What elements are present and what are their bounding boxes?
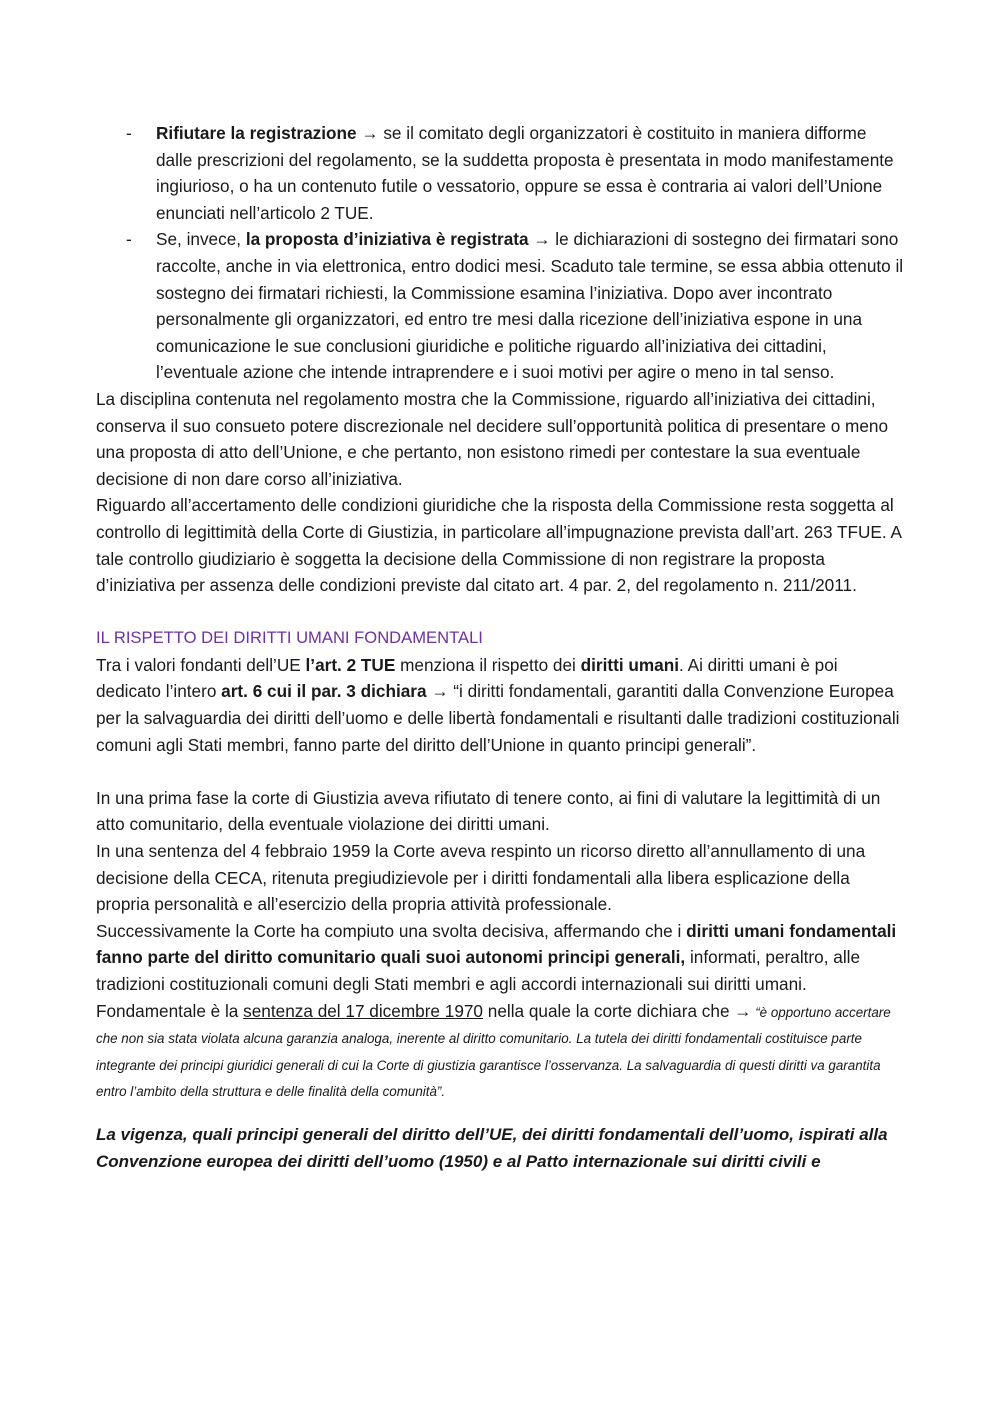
dash-marker: - [126, 229, 132, 250]
quote-run: “è opportuno accertare che non sia stata violata alcuna garanzia analoga, inerente al diritto comunitario. La tutela dei diritti fondamentali costituisce parte integrante dei principi giuridici generali di cui la Corte di giustizia garantisce l’osservanza. La salvaguardia di questi diritti va garantita entro l’ambito della struttura e delle finalità della comunità” [96, 1004, 891, 1100]
spacer [96, 599, 904, 626]
bold-run: art. 6 cui il par. 3 dichiara [221, 681, 427, 702]
bold-run: l’art. 2 TUE [305, 654, 396, 675]
list-item-pre: Se, invece, [156, 229, 246, 250]
list-item-bold: Rifiutare la registrazione [156, 123, 357, 143]
list-item [96, 120, 904, 226]
underlined-run: sentenza del 17 dicembre 1970 [243, 1000, 483, 1021]
text-run: Successivamente la Corte ha compiuto una svolta decisiva, affermando che i [96, 920, 687, 941]
text-run: nella quale la corte dichiara che [483, 1000, 735, 1021]
paragraph-svolta [96, 918, 904, 998]
text-run: Tra i valori fondanti dell’UE [96, 654, 306, 675]
paragraph-prima-fase: In una prima fase la corte di Giustizia aveva rifiutato di tenere conto, ai fini di valutare la legittimità di un atto comunitario, della eventuale violazione dei diritti umani. [96, 787, 881, 835]
dash-marker: - [126, 123, 132, 143]
arrow-icon: → [734, 1000, 752, 1021]
list-item [96, 226, 904, 386]
bold-run: diritti umani fondamentali fanno parte del diritto comunitario quali suoi autonomi principi generali, [96, 920, 897, 968]
document-page [96, 120, 904, 1175]
text-run: informati, peraltro, alle tradizioni costituzionali comuni degli Stati membri e agli accordi internazionali sui diritti umani. [96, 947, 861, 994]
arrow-icon: → [361, 123, 379, 143]
arrow-icon: → [431, 681, 449, 702]
paragraph-riguardo: Riguardo all’accertamento delle condizioni giuridiche che la risposta della Commissione resta soggetta al controllo di legittimità della Corte di Giustizia, in particolare all’impugnazione prevista dall’art. 263 TFUE. A tale controllo giudiziario è soggetta la decisione della Commissione di non registrare la proposta d’iniziativa per assenza delle condizioni previste dal citato art. 4 par. 2, del regolamento n. 211/2011. [96, 495, 902, 596]
list-item-bold: la proposta d’iniziativa è registrata [245, 229, 529, 250]
arrow-icon: → [533, 229, 551, 250]
bold-run: diritti umani [580, 654, 680, 675]
text-run: Fondamentale è la [96, 1000, 244, 1021]
list-item-text: le dichiarazioni di sostegno dei firmatari sono raccolte, anche in via elettronica, entro dodici mesi. Scaduto tale termine, se essa abbia ottenuto il sostegno dei firmatari richiesti, la Commissione esamina l’iniziativa. Dopo aver incontrato personalmente gli organizzatori, ed entro tre mesi dalla ricezione dell’iniziativa espone in una comunicazione le sue conclusioni giuridiche e politiche riguardo all’iniziativa dei cittadini, l’eventuale azione che intende intraprendere e i suoi motivi per agire o meno in tal senso. [156, 229, 904, 383]
paragraph-sentenza-1959: In una sentenza del 4 febbraio 1959 la Corte aveva respinto un ricorso diretto all’annullamento di una decisione della CECA, ritenuta pregiudizievole per i diritti fondamentali alla libera esplicazione della propria personalità e all’esercizio della propria attività professionale. [96, 841, 866, 915]
text-run: “i diritti fondamentali, garantiti dalla Convenzione Europea per la salvaguardia dei diritti dell’uomo e delle libertà fondamentali e risultanti dalle tradizioni costituzionali comuni agli Stati membri, fanno parte del diritto dell’Unione in quanto principi generali”. [96, 681, 900, 755]
section-heading: IL RISPETTO DEI DIRITTI UMANI FONDAMENTALI [96, 628, 483, 648]
text-run: menziona il rispetto dei [395, 654, 581, 675]
text-run: . Ai diritti umani è poi dedicato l’intero [96, 654, 838, 702]
text-run: . [441, 1084, 446, 1100]
paragraph-disciplina: La disciplina contenuta nel regolamento mostra che la Commissione, riguardo all’iniziativa dei cittadini, conserva il suo consueto potere discrezionale nel decidere sull’opportunità politica di presentare o meno una proposta di atto dell’Unione, e che pertanto, non esistono rimedi per contestare la sua eventuale decisione di non dare corso all’iniziativa. [96, 388, 889, 489]
paragraph-fondamentale [96, 998, 904, 1104]
bullet-list [96, 120, 904, 386]
list-item-text: se il comitato degli organizzatori è costituito in maniera difforme dalle prescrizioni del regolamento, se la suddetta proposta è presentata in modo manifestamente ingiurioso, o ha un contenuto futile o vessatorio, oppure se essa è contraria ai valori dell’Unione enunciati nell’articolo 2 TUE. [156, 123, 894, 223]
paragraph-valori [96, 652, 904, 758]
spacer [96, 758, 904, 785]
paragraph-vigenza: La vigenza, quali principi generali del diritto dell’UE, dei diritti fondamentali dell’uomo, ispirati alla Convenzione europea dei diritti dell’uomo (1950) e al Patto internazionale sui diritti civili e [96, 1124, 888, 1171]
